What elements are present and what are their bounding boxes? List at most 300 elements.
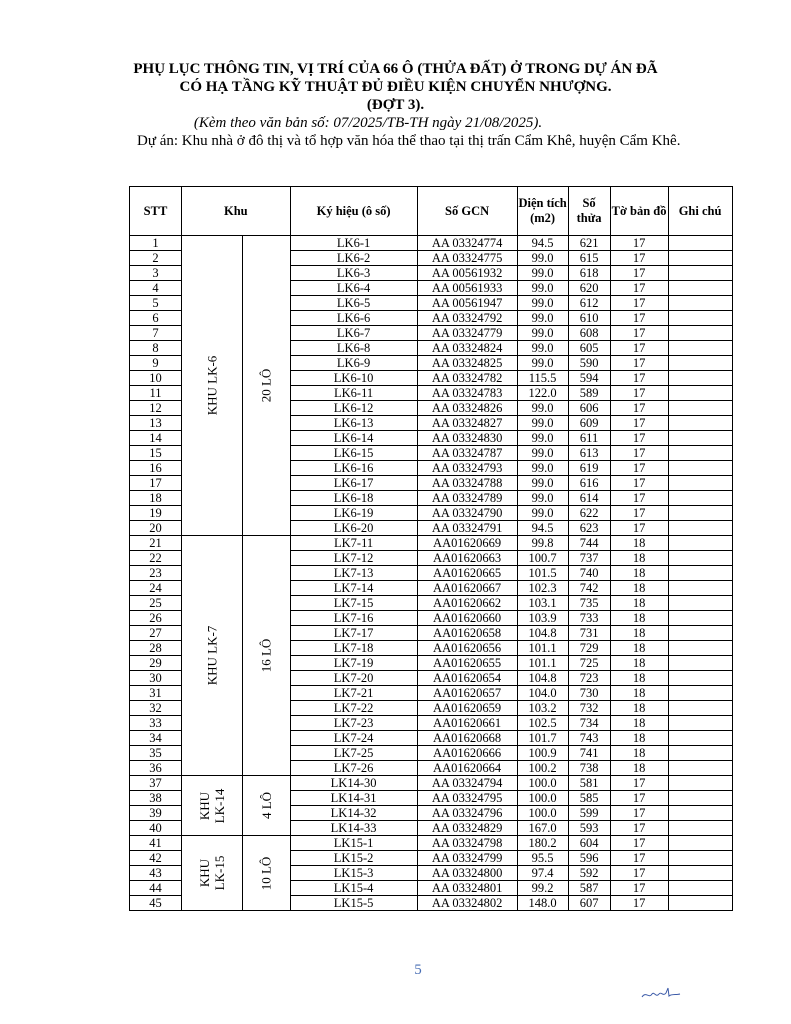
cell-ghi-chu: [668, 806, 732, 821]
cell-ghi-chu: [668, 551, 732, 566]
zone-name: KHU LK-15: [196, 855, 227, 891]
header-so-thua: Số thửa: [568, 187, 610, 236]
cell-ky-hieu: LK15-4: [290, 881, 417, 896]
cell-stt: 33: [130, 716, 182, 731]
cell-so-thua: 737: [568, 551, 610, 566]
cell-so-thua: 619: [568, 461, 610, 476]
cell-stt: 38: [130, 791, 182, 806]
cell-stt: 26: [130, 611, 182, 626]
cell-so-gcn: AA 03324827: [417, 416, 517, 431]
cell-so-gcn: AA 00561947: [417, 296, 517, 311]
cell-to-ban-do: 17: [610, 851, 668, 866]
zone-name: KHU LK-14: [196, 788, 227, 823]
cell-stt: 25: [130, 596, 182, 611]
cell-to-ban-do: 18: [610, 761, 668, 776]
cell-so-gcn: AA 03324783: [417, 386, 517, 401]
cell-to-ban-do: 17: [610, 341, 668, 356]
zone-name: KHU LK-6: [204, 355, 220, 416]
cell-so-thua: 742: [568, 581, 610, 596]
cell-ky-hieu: LK6-4: [290, 281, 417, 296]
cell-ghi-chu: [668, 701, 732, 716]
cell-so-gcn: AA 03324774: [417, 236, 517, 251]
zone-lot-count: 20 LÔ: [258, 368, 274, 403]
cell-so-gcn: AA 03324801: [417, 881, 517, 896]
cell-ghi-chu: [668, 581, 732, 596]
cell-ky-hieu: LK7-11: [290, 536, 417, 551]
cell-to-ban-do: 17: [610, 896, 668, 911]
cell-ghi-chu: [668, 671, 732, 686]
cell-dien-tich: 99.0: [517, 401, 568, 416]
cell-ky-hieu: LK7-23: [290, 716, 417, 731]
cell-to-ban-do: 17: [610, 776, 668, 791]
cell-to-ban-do: 17: [610, 461, 668, 476]
cell-to-ban-do: 18: [610, 731, 668, 746]
cell-to-ban-do: 18: [610, 701, 668, 716]
cell-so-thua: 740: [568, 566, 610, 581]
cell-to-ban-do: 17: [610, 491, 668, 506]
cell-ghi-chu: [668, 401, 732, 416]
cell-dien-tich: 122.0: [517, 386, 568, 401]
cell-so-gcn: AA01620663: [417, 551, 517, 566]
cell-so-gcn: AA01620666: [417, 746, 517, 761]
header-so-gcn: Số GCN: [417, 187, 517, 236]
cell-so-thua: 594: [568, 371, 610, 386]
cell-dien-tich: 100.0: [517, 791, 568, 806]
zone-lot-count-cell: [242, 236, 290, 536]
cell-so-thua: 613: [568, 446, 610, 461]
cell-so-gcn: AA 03324796: [417, 806, 517, 821]
cell-dien-tich: 99.0: [517, 326, 568, 341]
cell-so-thua: 725: [568, 656, 610, 671]
cell-so-thua: 743: [568, 731, 610, 746]
cell-ghi-chu: [668, 296, 732, 311]
cell-dien-tich: 99.0: [517, 281, 568, 296]
cell-so-thua: 585: [568, 791, 610, 806]
cell-ghi-chu: [668, 371, 732, 386]
cell-ky-hieu: LK6-3: [290, 266, 417, 281]
cell-ky-hieu: LK6-19: [290, 506, 417, 521]
cell-ky-hieu: LK14-31: [290, 791, 417, 806]
cell-dien-tich: 104.8: [517, 626, 568, 641]
cell-ky-hieu: LK6-11: [290, 386, 417, 401]
cell-so-thua: 592: [568, 866, 610, 881]
cell-dien-tich: 101.1: [517, 641, 568, 656]
cell-stt: 32: [130, 701, 182, 716]
document-title-line-2: CÓ HẠ TẦNG KỸ THUẬT ĐỦ ĐIỀU KIỆN CHUYỂN NHƯỢNG.: [179, 79, 612, 95]
cell-ky-hieu: LK7-15: [290, 596, 417, 611]
cell-so-gcn: AA01620657: [417, 686, 517, 701]
cell-so-thua: 622: [568, 506, 610, 521]
cell-to-ban-do: 17: [610, 386, 668, 401]
zone-name-cell: [182, 536, 243, 776]
cell-ky-hieu: LK6-16: [290, 461, 417, 476]
cell-stt: 3: [130, 266, 182, 281]
cell-to-ban-do: 18: [610, 656, 668, 671]
cell-dien-tich: 97.4: [517, 866, 568, 881]
cell-to-ban-do: 17: [610, 326, 668, 341]
cell-to-ban-do: 18: [610, 536, 668, 551]
cell-stt: 45: [130, 896, 182, 911]
cell-ky-hieu: LK15-2: [290, 851, 417, 866]
cell-so-gcn: AA01620668: [417, 731, 517, 746]
cell-to-ban-do: 18: [610, 626, 668, 641]
cell-ky-hieu: LK7-17: [290, 626, 417, 641]
cell-dien-tich: 101.7: [517, 731, 568, 746]
cell-dien-tich: 99.0: [517, 341, 568, 356]
table-row: [130, 236, 733, 251]
cell-so-gcn: AA 03324779: [417, 326, 517, 341]
cell-so-gcn: AA 03324787: [417, 446, 517, 461]
cell-stt: 22: [130, 551, 182, 566]
cell-stt: 12: [130, 401, 182, 416]
cell-dien-tich: 102.3: [517, 581, 568, 596]
zone-name-cell: [182, 236, 243, 536]
land-plot-table: [129, 186, 733, 911]
header-khu: Khu: [182, 187, 291, 236]
zone-lot-count: 16 LÔ: [258, 638, 274, 673]
cell-ghi-chu: [668, 536, 732, 551]
table-header-row: [130, 187, 733, 236]
project-description: Dự án: Khu nhà ở đô thị và tổ hợp văn hóa thể thao tại thị trấn Cẩm Khê, huyện Cẩm Khê.: [137, 133, 681, 149]
cell-so-gcn: AA01620665: [417, 566, 517, 581]
cell-so-thua: 730: [568, 686, 610, 701]
cell-so-thua: 608: [568, 326, 610, 341]
cell-ky-hieu: LK15-1: [290, 836, 417, 851]
cell-stt: 30: [130, 671, 182, 686]
cell-to-ban-do: 17: [610, 881, 668, 896]
cell-ghi-chu: [668, 251, 732, 266]
cell-dien-tich: 99.0: [517, 416, 568, 431]
zone-name: KHU LK-7: [204, 625, 220, 686]
cell-so-thua: 620: [568, 281, 610, 296]
cell-dien-tich: 99.0: [517, 356, 568, 371]
cell-ghi-chu: [668, 626, 732, 641]
cell-ghi-chu: [668, 896, 732, 911]
table-row: [130, 776, 733, 791]
cell-stt: 14: [130, 431, 182, 446]
cell-to-ban-do: 17: [610, 236, 668, 251]
cell-so-thua: 733: [568, 611, 610, 626]
cell-dien-tich: 100.2: [517, 761, 568, 776]
document-title-line-1: PHỤ LỤC THÔNG TIN, VỊ TRÍ CỦA 66 Ô (THỬA ĐẤT) Ở TRONG DỰ ÁN ĐÃ: [133, 61, 658, 77]
cell-ghi-chu: [668, 521, 732, 536]
cell-to-ban-do: 18: [610, 686, 668, 701]
cell-ghi-chu: [668, 821, 732, 836]
cell-ghi-chu: [668, 431, 732, 446]
cell-stt: 20: [130, 521, 182, 536]
cell-ky-hieu: LK6-8: [290, 341, 417, 356]
cell-so-gcn: AA01620669: [417, 536, 517, 551]
cell-so-thua: 614: [568, 491, 610, 506]
cell-dien-tich: 101.5: [517, 566, 568, 581]
cell-to-ban-do: 18: [610, 611, 668, 626]
cell-ghi-chu: [668, 656, 732, 671]
cell-stt: 17: [130, 476, 182, 491]
cell-so-thua: 606: [568, 401, 610, 416]
cell-so-gcn: AA01620655: [417, 656, 517, 671]
cell-dien-tich: 100.0: [517, 806, 568, 821]
cell-so-thua: 589: [568, 386, 610, 401]
cell-stt: 8: [130, 341, 182, 356]
cell-to-ban-do: 17: [610, 311, 668, 326]
cell-to-ban-do: 17: [610, 281, 668, 296]
cell-stt: 35: [130, 746, 182, 761]
cell-dien-tich: 94.5: [517, 236, 568, 251]
cell-so-thua: 612: [568, 296, 610, 311]
cell-ky-hieu: LK6-10: [290, 371, 417, 386]
cell-stt: 4: [130, 281, 182, 296]
cell-stt: 24: [130, 581, 182, 596]
cell-ky-hieu: LK7-22: [290, 701, 417, 716]
cell-dien-tich: 99.0: [517, 491, 568, 506]
cell-so-gcn: AA 03324791: [417, 521, 517, 536]
cell-stt: 19: [130, 506, 182, 521]
cell-ghi-chu: [668, 491, 732, 506]
cell-ky-hieu: LK7-16: [290, 611, 417, 626]
cell-dien-tich: 95.5: [517, 851, 568, 866]
cell-to-ban-do: 17: [610, 266, 668, 281]
cell-so-gcn: AA01620664: [417, 761, 517, 776]
cell-dien-tich: 99.0: [517, 446, 568, 461]
cell-dien-tich: 99.0: [517, 506, 568, 521]
cell-ghi-chu: [668, 731, 732, 746]
cell-to-ban-do: 17: [610, 521, 668, 536]
cell-so-gcn: AA 03324799: [417, 851, 517, 866]
cell-ghi-chu: [668, 416, 732, 431]
cell-ky-hieu: LK7-24: [290, 731, 417, 746]
cell-stt: 16: [130, 461, 182, 476]
cell-to-ban-do: 17: [610, 476, 668, 491]
cell-ghi-chu: [668, 236, 732, 251]
cell-stt: 9: [130, 356, 182, 371]
cell-to-ban-do: 18: [610, 596, 668, 611]
cell-stt: 44: [130, 881, 182, 896]
cell-so-thua: 609: [568, 416, 610, 431]
cell-ghi-chu: [668, 356, 732, 371]
cell-ghi-chu: [668, 851, 732, 866]
cell-ghi-chu: [668, 341, 732, 356]
cell-so-gcn: AA01620656: [417, 641, 517, 656]
cell-stt: 1: [130, 236, 182, 251]
cell-stt: 10: [130, 371, 182, 386]
cell-so-gcn: AA01620667: [417, 581, 517, 596]
header-stt: STT: [130, 187, 182, 236]
cell-so-thua: 731: [568, 626, 610, 641]
cell-to-ban-do: 17: [610, 506, 668, 521]
cell-to-ban-do: 17: [610, 416, 668, 431]
cell-dien-tich: 104.8: [517, 671, 568, 686]
cell-stt: 42: [130, 851, 182, 866]
signature-mark: [640, 985, 682, 1003]
cell-ghi-chu: [668, 386, 732, 401]
cell-ghi-chu: [668, 596, 732, 611]
zone-lot-count: 4 LÔ: [258, 791, 274, 820]
cell-ky-hieu: LK6-7: [290, 326, 417, 341]
cell-stt: 41: [130, 836, 182, 851]
cell-stt: 28: [130, 641, 182, 656]
zone-name-cell: [182, 776, 243, 836]
cell-stt: 23: [130, 566, 182, 581]
zone-lot-count-cell: [242, 836, 290, 911]
header-ky-hieu: Ký hiệu (ô số): [290, 187, 417, 236]
cell-stt: 21: [130, 536, 182, 551]
cell-so-gcn: AA01620662: [417, 596, 517, 611]
cell-ky-hieu: LK6-12: [290, 401, 417, 416]
cell-dien-tich: 99.0: [517, 311, 568, 326]
cell-dien-tich: 99.0: [517, 296, 568, 311]
table-row: [130, 536, 733, 551]
cell-so-gcn: AA 03324790: [417, 506, 517, 521]
cell-so-thua: 621: [568, 236, 610, 251]
cell-so-thua: 587: [568, 881, 610, 896]
cell-so-gcn: AA 03324829: [417, 821, 517, 836]
cell-dien-tich: 148.0: [517, 896, 568, 911]
cell-to-ban-do: 17: [610, 431, 668, 446]
cell-ky-hieu: LK6-18: [290, 491, 417, 506]
cell-stt: 11: [130, 386, 182, 401]
cell-so-thua: 616: [568, 476, 610, 491]
cell-so-thua: 581: [568, 776, 610, 791]
cell-ghi-chu: [668, 746, 732, 761]
cell-so-thua: 729: [568, 641, 610, 656]
cell-so-gcn: AA 03324775: [417, 251, 517, 266]
cell-dien-tich: 100.7: [517, 551, 568, 566]
cell-so-thua: 723: [568, 671, 610, 686]
cell-so-thua: 623: [568, 521, 610, 536]
cell-to-ban-do: 17: [610, 446, 668, 461]
document-title-line-3: (ĐỢT 3).: [366, 97, 425, 113]
cell-so-gcn: AA 03324830: [417, 431, 517, 446]
cell-stt: 15: [130, 446, 182, 461]
cell-ghi-chu: [668, 506, 732, 521]
cell-so-thua: 611: [568, 431, 610, 446]
cell-to-ban-do: 17: [610, 251, 668, 266]
cell-dien-tich: 99.0: [517, 251, 568, 266]
cell-so-gcn: AA 03324800: [417, 866, 517, 881]
cell-stt: 43: [130, 866, 182, 881]
cell-dien-tich: 167.0: [517, 821, 568, 836]
cell-ghi-chu: [668, 446, 732, 461]
cell-dien-tich: 99.0: [517, 431, 568, 446]
cell-ghi-chu: [668, 716, 732, 731]
cell-ghi-chu: [668, 266, 732, 281]
cell-to-ban-do: 17: [610, 821, 668, 836]
zone-lot-count: 10 LÔ: [258, 856, 274, 890]
cell-ky-hieu: LK14-30: [290, 776, 417, 791]
cell-ky-hieu: LK7-14: [290, 581, 417, 596]
cell-so-thua: 741: [568, 746, 610, 761]
cell-ghi-chu: [668, 566, 732, 581]
cell-dien-tich: 99.0: [517, 461, 568, 476]
cell-ghi-chu: [668, 476, 732, 491]
cell-ghi-chu: [668, 326, 732, 341]
table-row: [130, 836, 733, 851]
cell-ghi-chu: [668, 686, 732, 701]
cell-ghi-chu: [668, 881, 732, 896]
cell-ghi-chu: [668, 866, 732, 881]
cell-ky-hieu: LK6-2: [290, 251, 417, 266]
cell-to-ban-do: 18: [610, 746, 668, 761]
cell-stt: 29: [130, 656, 182, 671]
cell-dien-tich: 99.8: [517, 536, 568, 551]
zone-lot-count-cell: [242, 776, 290, 836]
cell-stt: 39: [130, 806, 182, 821]
table-body: [130, 236, 733, 911]
cell-to-ban-do: 18: [610, 581, 668, 596]
cell-so-gcn: AA 00561932: [417, 266, 517, 281]
reference-note: (Kèm theo văn bản số: 07/2025/TB-TH ngày 21/08/2025).: [193, 115, 543, 131]
cell-so-thua: 607: [568, 896, 610, 911]
cell-so-thua: 738: [568, 761, 610, 776]
cell-stt: 37: [130, 776, 182, 791]
cell-so-thua: 615: [568, 251, 610, 266]
cell-so-thua: 593: [568, 821, 610, 836]
cell-so-thua: 735: [568, 596, 610, 611]
cell-stt: 27: [130, 626, 182, 641]
cell-ky-hieu: LK6-14: [290, 431, 417, 446]
cell-so-gcn: AA 03324792: [417, 311, 517, 326]
page-number: 5: [414, 962, 422, 978]
cell-so-gcn: AA 03324825: [417, 356, 517, 371]
cell-stt: 40: [130, 821, 182, 836]
cell-to-ban-do: 18: [610, 566, 668, 581]
cell-so-thua: 744: [568, 536, 610, 551]
cell-so-gcn: AA 03324798: [417, 836, 517, 851]
cell-stt: 2: [130, 251, 182, 266]
cell-ghi-chu: [668, 791, 732, 806]
cell-stt: 7: [130, 326, 182, 341]
cell-dien-tich: 180.2: [517, 836, 568, 851]
cell-ky-hieu: LK7-12: [290, 551, 417, 566]
cell-so-thua: 732: [568, 701, 610, 716]
cell-to-ban-do: 18: [610, 641, 668, 656]
cell-ky-hieu: LK7-18: [290, 641, 417, 656]
cell-so-gcn: AA 03324824: [417, 341, 517, 356]
cell-to-ban-do: 18: [610, 671, 668, 686]
cell-ky-hieu: LK6-15: [290, 446, 417, 461]
cell-so-gcn: AA01620658: [417, 626, 517, 641]
cell-ky-hieu: LK14-33: [290, 821, 417, 836]
cell-ky-hieu: LK6-6: [290, 311, 417, 326]
cell-so-thua: 605: [568, 341, 610, 356]
cell-stt: 6: [130, 311, 182, 326]
cell-to-ban-do: 18: [610, 716, 668, 731]
cell-ghi-chu: [668, 461, 732, 476]
cell-stt: 13: [130, 416, 182, 431]
cell-so-thua: 610: [568, 311, 610, 326]
cell-stt: 36: [130, 761, 182, 776]
cell-ghi-chu: [668, 311, 732, 326]
cell-ghi-chu: [668, 836, 732, 851]
zone-lot-count-cell: [242, 536, 290, 776]
cell-so-thua: 734: [568, 716, 610, 731]
cell-dien-tich: 102.5: [517, 716, 568, 731]
cell-dien-tich: 115.5: [517, 371, 568, 386]
cell-dien-tich: 99.0: [517, 476, 568, 491]
cell-so-gcn: AA01620659: [417, 701, 517, 716]
cell-so-gcn: AA 00561933: [417, 281, 517, 296]
cell-dien-tich: 103.9: [517, 611, 568, 626]
cell-ky-hieu: LK14-32: [290, 806, 417, 821]
cell-to-ban-do: 17: [610, 791, 668, 806]
cell-so-thua: 596: [568, 851, 610, 866]
cell-so-thua: 618: [568, 266, 610, 281]
cell-stt: 34: [130, 731, 182, 746]
cell-ky-hieu: LK6-5: [290, 296, 417, 311]
cell-ghi-chu: [668, 281, 732, 296]
cell-dien-tich: 104.0: [517, 686, 568, 701]
cell-ky-hieu: LK7-19: [290, 656, 417, 671]
